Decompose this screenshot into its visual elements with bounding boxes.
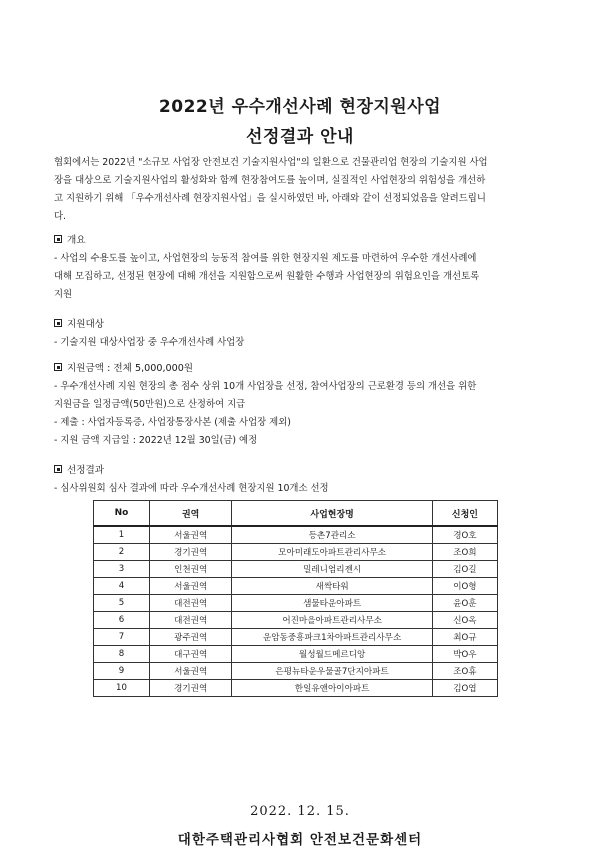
cell-region: 대전권역	[149, 612, 231, 629]
cell-applicant: 조O휴	[432, 663, 497, 680]
table-row	[94, 526, 498, 544]
issue-date: 2022. 12. 15.	[250, 804, 350, 819]
cell-no: 1	[94, 526, 150, 544]
cell-no: 10	[94, 680, 150, 697]
cell-no: 3	[94, 561, 150, 578]
cell-no: 4	[94, 578, 150, 595]
page-subtitle: 선정결과 안내	[246, 127, 354, 147]
page-title: 2022년 우수개선사례 현장지원사업	[158, 97, 442, 117]
target-section	[54, 316, 546, 352]
cell-applicant: 신O옥	[432, 612, 497, 629]
target-line: - 기술지원 대상사업장 중 우수개선사례 사업장	[54, 337, 245, 348]
amount-line: - 우수개선사례 지원 현장의 총 점수 상위 10개 사업장을 선정, 참여사업장의 근로환경 등의 개선을 위한	[54, 381, 477, 392]
amount-section	[54, 360, 546, 450]
cell-applicant: 이O형	[432, 578, 497, 595]
cell-no: 2	[94, 544, 150, 561]
cell-no: 9	[94, 663, 150, 680]
section-heading: 지원대상	[54, 316, 546, 334]
cell-applicant: 김O엽	[432, 680, 497, 697]
cell-site: 새싹타워	[232, 578, 432, 595]
cell-site: 등촌7관리소	[232, 526, 432, 544]
result-line: - 심사위원회 심사 결과에 따라 우수개선사례 현장지원 10개소 선정	[54, 483, 329, 494]
overview-line: - 사업의 수용도를 높이고, 사업현장의 능동적 참여를 위한 현장지원 제도를 마련하여 우수한 개선사례에	[54, 253, 477, 264]
cell-region: 대전권역	[149, 595, 231, 612]
cell-site: 밀레니엄리젠시	[232, 561, 432, 578]
issuing-organization: 대한주택관리사협회 안전보건문화센터	[177, 832, 423, 848]
cell-no: 8	[94, 646, 150, 663]
cell-no: 5	[94, 595, 150, 612]
header-region: 권역	[149, 501, 231, 527]
amount-line: - 지원 금액 지급일 : 2022년 12월 30일(금) 예정	[54, 435, 258, 446]
amount-line: 지원금을 일정금액(50만원)으로 산정하여 지급	[54, 399, 246, 410]
overview-line: 대해 모집하고, 선정된 현장에 대해 개선을 지원함으로써 원활한 수행과 사업현장의 위험요인을 개선토록	[54, 271, 480, 282]
cell-region: 경기권역	[149, 680, 231, 697]
table-header-row	[94, 501, 498, 527]
cell-applicant: 최O규	[432, 629, 497, 646]
table-row	[94, 680, 498, 697]
intro-paragraph	[54, 154, 546, 226]
table-row	[94, 595, 498, 612]
amount-line: - 제출 : 사업자등록증, 사업장통장사본 (제출 사업장 제외)	[54, 417, 291, 428]
table-row	[94, 578, 498, 595]
table-row	[94, 544, 498, 561]
header-no: No	[94, 501, 150, 527]
results-table	[93, 500, 498, 697]
square-bullet-icon	[54, 363, 62, 371]
cell-applicant: 경O호	[432, 526, 497, 544]
section-heading: 선정결과	[54, 462, 546, 480]
table-row	[94, 612, 498, 629]
table-row	[94, 663, 498, 680]
cell-region: 인천권역	[149, 561, 231, 578]
intro-line: 다.	[54, 211, 67, 222]
cell-site: 한일유앤아이아파트	[232, 680, 432, 697]
table-row	[94, 646, 498, 663]
table-row	[94, 629, 498, 646]
table-row	[94, 561, 498, 578]
cell-region: 광주권역	[149, 629, 231, 646]
cell-no: 6	[94, 612, 150, 629]
cell-applicant: 윤O훈	[432, 595, 497, 612]
intro-line: 고 지원하기 위해 「우수개선사례 현장지원사업」을 실시하였던 바, 아래와 같이 선정되었음을 알려드립니	[54, 193, 486, 204]
square-bullet-icon	[54, 465, 62, 473]
square-bullet-icon	[54, 319, 62, 327]
cell-region: 서울권역	[149, 578, 231, 595]
cell-no: 7	[94, 629, 150, 646]
square-bullet-icon	[54, 235, 62, 243]
cell-site: 샘물타운아파트	[232, 595, 432, 612]
header-applicant: 신청인	[432, 501, 497, 527]
cell-applicant: 김O길	[432, 561, 497, 578]
cell-site: 운암동중흥파크1차아파트관리사무소	[232, 629, 432, 646]
cell-region: 서울권역	[149, 663, 231, 680]
cell-applicant: 조O희	[432, 544, 497, 561]
header-site: 사업현장명	[232, 501, 432, 527]
cell-site: 모아미래도아파트관리사무소	[232, 544, 432, 561]
cell-site: 은평뉴타운우물골7단지아파트	[232, 663, 432, 680]
section-heading: 개요	[54, 232, 546, 250]
overview-line: 지원	[54, 289, 73, 300]
section-heading: 지원금액 : 전체 5,000,000원	[54, 360, 546, 378]
cell-region: 경기권역	[149, 544, 231, 561]
cell-applicant: 박O우	[432, 646, 497, 663]
cell-site: 월성월드메르디앙	[232, 646, 432, 663]
result-section	[54, 462, 546, 498]
overview-section	[54, 232, 546, 304]
intro-line: 장을 대상으로 기술지원사업의 활성화와 함께 현장참여도를 높이며, 실질적인 사업현장의 위험성을 개선하	[54, 175, 486, 186]
cell-site: 어진마을아파트관리사무소	[232, 612, 432, 629]
cell-region: 서울권역	[149, 526, 231, 544]
intro-line: 협회에서는 2022년 "소규모 사업장 안전보건 기술지원사업"의 일환으로 건물관리업 현장의 기술지원 사업	[54, 157, 488, 168]
cell-region: 대구권역	[149, 646, 231, 663]
